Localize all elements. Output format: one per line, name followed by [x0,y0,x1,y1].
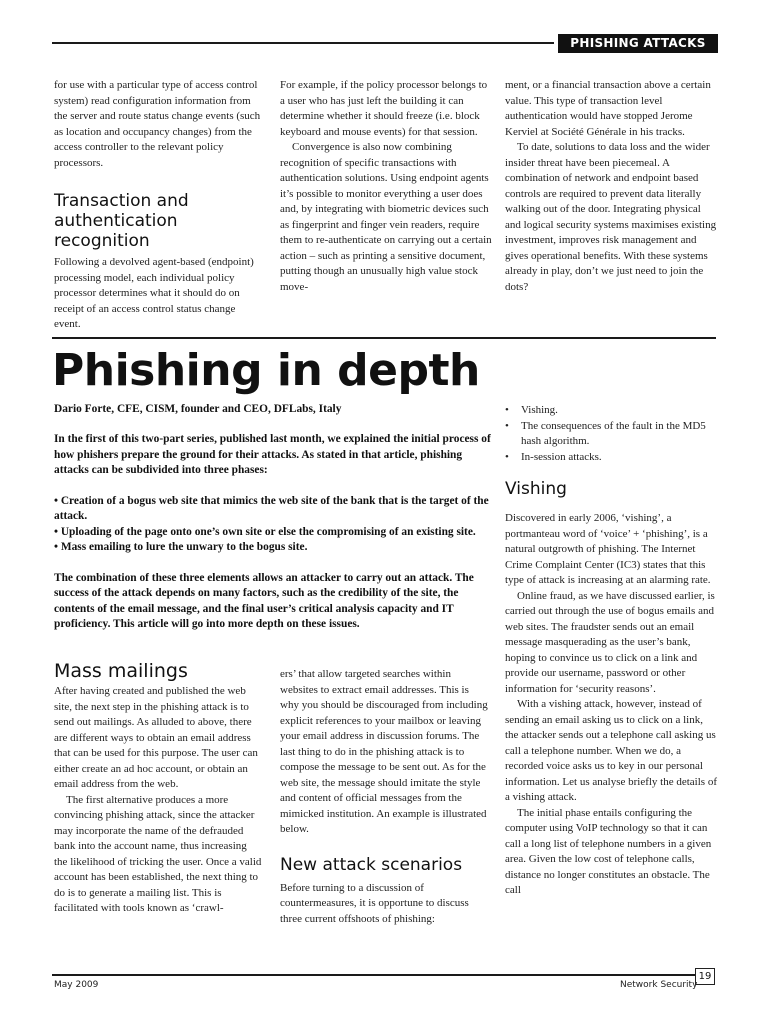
middle-column [280,667,490,927]
paragraph: Discovered in early 2006, ‘vishing’, a portmanteau word of ‘voice’ + ‘phishing’, is a natural outgrowth of phishing. The Internet Crime Complaint Center (IC3) states that this type of attack is increasing at an alarming rate. [505,512,711,586]
intro-paragraph: In the first of this two-part series, published last month, we explained the initial process of how phishers prepare the ground for their attacks. As stated in that article, phishing attacks can be subdivided into three phases: [54,433,491,476]
byline: Dario Forte, CFE, CISM, founder and CEO, DFLabs, Italy [54,403,342,415]
right-column [505,403,717,899]
article-title: Phishing in depth [52,345,480,396]
footer-publication: Network Security [620,980,698,990]
top-column-1 [54,78,264,333]
paragraph: for use with a particular type of access control system) read configuration information from the server and route status change events (such as location and occupancy changes) from the access controller to the relevant policy processors. [54,79,261,169]
article-divider [52,337,716,339]
list-item: • The consequences of the fault in the MD5 hash algorithm. [505,419,706,447]
intro-bullet: • Mass emailing to lure the unwary to the bogus site. [54,541,308,553]
top-column-2 [280,78,492,295]
paragraph: After having created and published the web site, the next step in the phishing attack is to send out mailings. As alluded to above, there are different ways to obtain an email address that can be used for this purpose. The user can either create an ad hoc account, or obtain an email address from the web. [54,685,258,790]
section-heading: Vishing [505,479,567,499]
footer-rule [52,974,695,976]
intro-paragraph: The combination of these three elements allows an attacker to carry out an attack. The success of the attack depends on many factors, such as the credibility of the site, the contents of the email message, and the final user’s critical analysis capacity and IT proficiency. This article will go into more depth on these issues. [54,571,474,630]
paragraph: Following a devolved agent-based (endpoint) processing model, each individual policy processor determines what it should do on receipt of an access control status change event. [54,256,254,330]
paragraph: With a vishing attack, however, instead of sending an email asking us to click on a link, the attacker sends out a telephone call asking us call a telephone number. When we do, a recorded voice asks us to key in our personal information. Let us analyse briefly the details of a vishing attack. [505,698,717,803]
bullet-glyph: • [505,450,509,463]
intro-block [54,432,494,633]
paragraph: To date, solutions to data loss and the wider insider threat have been piecemeal. A combination of network and endpoint based controls are required to prevent data literally walking out of the door. Integrating physical and logical security systems maximises existing investment, improves risk management and gives operational benefits. With these systems already in play, don’t we just need to join the dots? [505,141,717,293]
paragraph: Convergence is also now combining recognition of specific transactions with authentication solutions. Using endpoint agents it’s possible to monitor everything a user does and, by integrating with biometric devices such as fingerprint and finger vein readers, require them to re-authenticate on carrying out a certain action – such as printing a sensitive document, putting though an unusually high value stock move- [280,141,492,293]
section-heading: Transaction and authentication recognition [54,191,189,251]
paragraph: Online fraud, as we have discussed earlier, is carried out through the use of bogus emails and web sites. The fraudster sends out an email message masquerading as the user’s bank, hoping to convince us to click on a link and provide our username, password or other information for ‘security reasons’. [505,589,715,695]
footer-date: May 2009 [54,980,99,990]
intro-bullet: • Uploading of the page onto one’s own site or else the compromising of an existing site. [54,525,476,538]
list-item: • In-session attacks. [505,450,717,466]
section-heading: New attack scenarios [280,854,463,875]
paragraph: ment, or a financial transaction above a certain value. This type of transaction level authentication would have stopped Jerome Kerviel at Société Générale in his tracks. [505,79,711,138]
intro-bullet: • Creation of a bogus web site that mimics the web site of the bank that is the target of the attack. [54,494,489,522]
bullet-glyph: • [505,404,509,416]
paragraph: Before turning to a discussion of countermeasures, it is opportune to discuss three current offshoots of phishing: [280,881,469,925]
section-heading: Mass mailings [54,660,188,682]
paragraph: ers’ that allow targeted searches within websites to extract email addresses. This is why you should be discouraged from including explicit references to your mailbox or leaving your email address in discussion forums. The last thing to do in the phishing attack is to compose the message to be sent out. As for the web site, the message should imitate the style and content of official messages from the mimicked institution. An example is illustrated below. [280,668,488,835]
bullet-glyph: • [505,419,509,432]
scenario-list [505,403,717,465]
section-label: PHISHING ATTACKS [558,34,718,53]
paragraph: The initial phase entails configuring the computer using VoIP technology so that it can call a long list of telephone numbers in a given area. Given the low cost of telephone calls, distance no longer constitutes an obstacle. The call [505,806,712,896]
header-rule [52,42,554,44]
list-item: • Vishing. [505,403,717,419]
paragraph: The first alternative produces a more convincing phishing attack, since the attacker may incorporate the name of the defrauded bank into the account name, thus increasing the likelihood of tricking the user. Once a valid account has been established, the next thing to do is to generate a mailing list. This is facilitated with tools known as ‘crawl- [54,793,262,914]
page-number: 19 [695,968,715,985]
top-column-3 [505,78,717,295]
mass-mailings-column [54,660,262,917]
paragraph: For example, if the policy processor belongs to a user who has just left the building it can determine whether it should freeze (i.e. block keyboard and mouse events) for that session. [280,79,488,138]
